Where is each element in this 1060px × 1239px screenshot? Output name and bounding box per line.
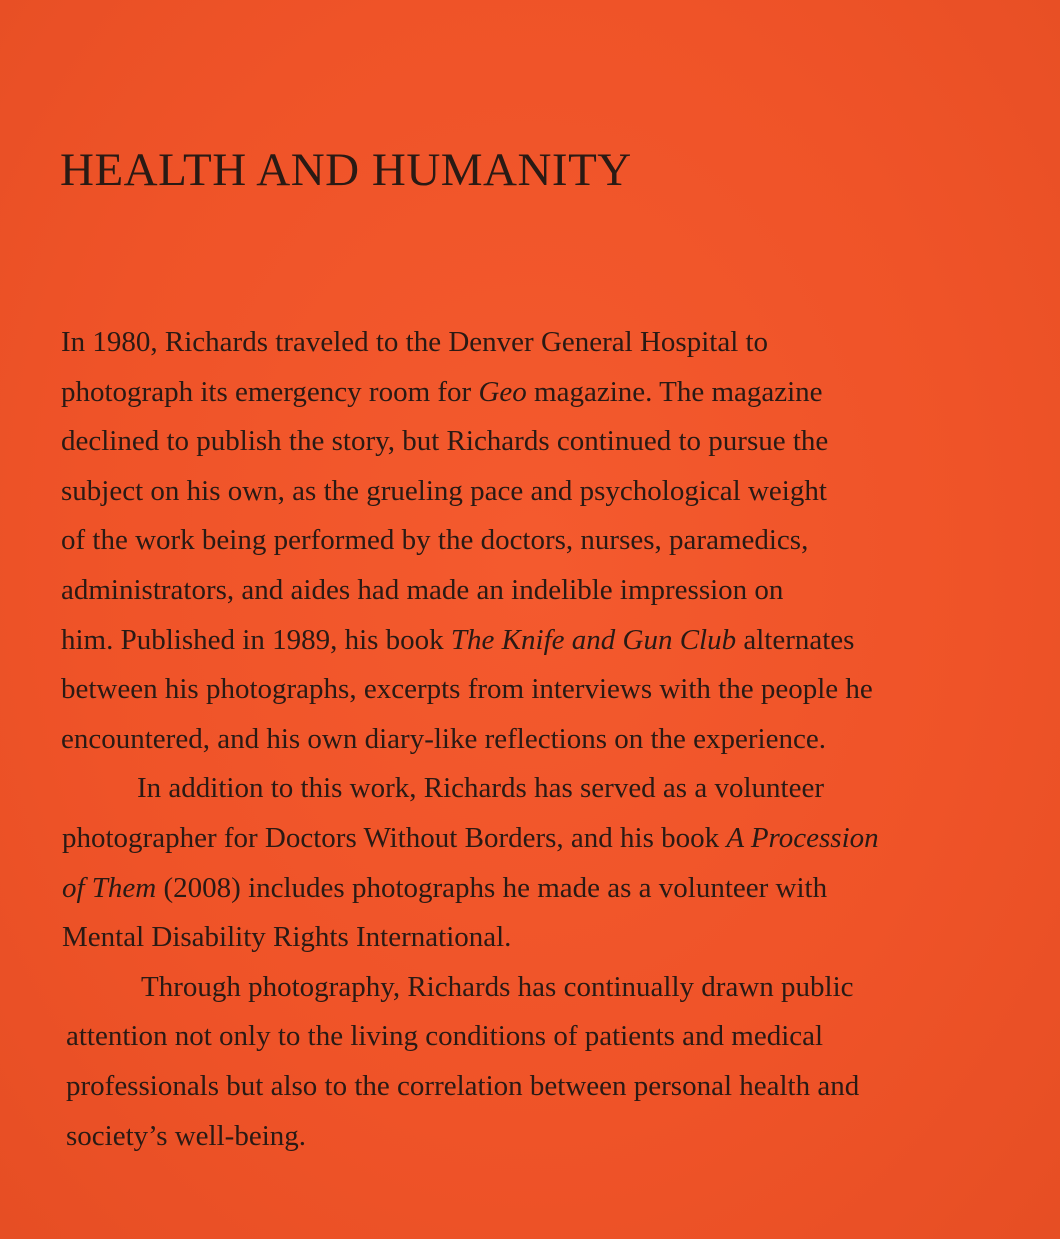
body-line xyxy=(66,963,1036,1013)
body-line xyxy=(61,715,1036,765)
text-segment: photographer for Doctors Without Borders, and his book xyxy=(62,821,727,854)
text-segment: Mental Disability Rights International. xyxy=(62,921,512,954)
italic-text-segment: A Procession xyxy=(726,821,879,854)
text-segment: him. Published in 1989, his book xyxy=(61,623,451,656)
italic-text-segment: Geo xyxy=(478,375,527,408)
text-segment: of the work being performed by the doctors, nurses, paramedics, xyxy=(61,524,809,557)
body-line xyxy=(62,764,1036,814)
body-line xyxy=(61,665,1036,715)
text-segment: alternates xyxy=(736,623,855,656)
body-line xyxy=(62,864,1036,914)
body-line xyxy=(61,566,1036,616)
body-line xyxy=(61,368,1036,418)
sign-body xyxy=(61,318,1036,1161)
text-segment: professionals but also to the correlation between personal health and xyxy=(66,1069,860,1102)
text-segment: Through photography, Richards has continually drawn public xyxy=(141,970,854,1003)
body-line xyxy=(61,318,1036,368)
text-segment: In 1980, Richards traveled to the Denver General Hospital to xyxy=(61,326,769,358)
text-segment: encountered, and his own diary-like reflections on the experience. xyxy=(61,722,826,755)
text-segment: administrators, and aides had made an indelible impression on xyxy=(61,573,784,606)
text-segment: In addition to this work, Richards has served as a volunteer xyxy=(137,772,824,805)
body-line xyxy=(62,913,1036,963)
body-line xyxy=(62,814,1036,864)
italic-text-segment: of Them xyxy=(62,871,157,904)
text-segment: (2008) includes photographs he made as a volunteer with xyxy=(156,871,828,904)
body-line xyxy=(61,467,1036,517)
text-segment: attention not only to the living conditions of patients and medical xyxy=(66,1020,824,1053)
text-segment: society’s well-being. xyxy=(66,1119,307,1152)
text-segment: between his photographs, excerpts from interviews with the people he xyxy=(61,673,873,706)
text-segment: photograph its emergency room for xyxy=(61,375,479,408)
body-line xyxy=(61,516,1036,566)
body-line xyxy=(61,616,1036,666)
body-line xyxy=(66,1012,1036,1062)
text-segment: subject on his own, as the grueling pace and psychological weight xyxy=(61,474,827,507)
text-segment: declined to publish the story, but Richards continued to pursue the xyxy=(61,425,829,458)
body-line xyxy=(61,417,1036,467)
sign-title: HEALTH AND HUMANITY xyxy=(60,144,632,196)
italic-text-segment: The Knife and Gun Club xyxy=(450,623,737,656)
body-line xyxy=(66,1062,1036,1112)
text-segment: magazine. The magazine xyxy=(526,375,823,408)
body-line xyxy=(66,1112,1036,1162)
